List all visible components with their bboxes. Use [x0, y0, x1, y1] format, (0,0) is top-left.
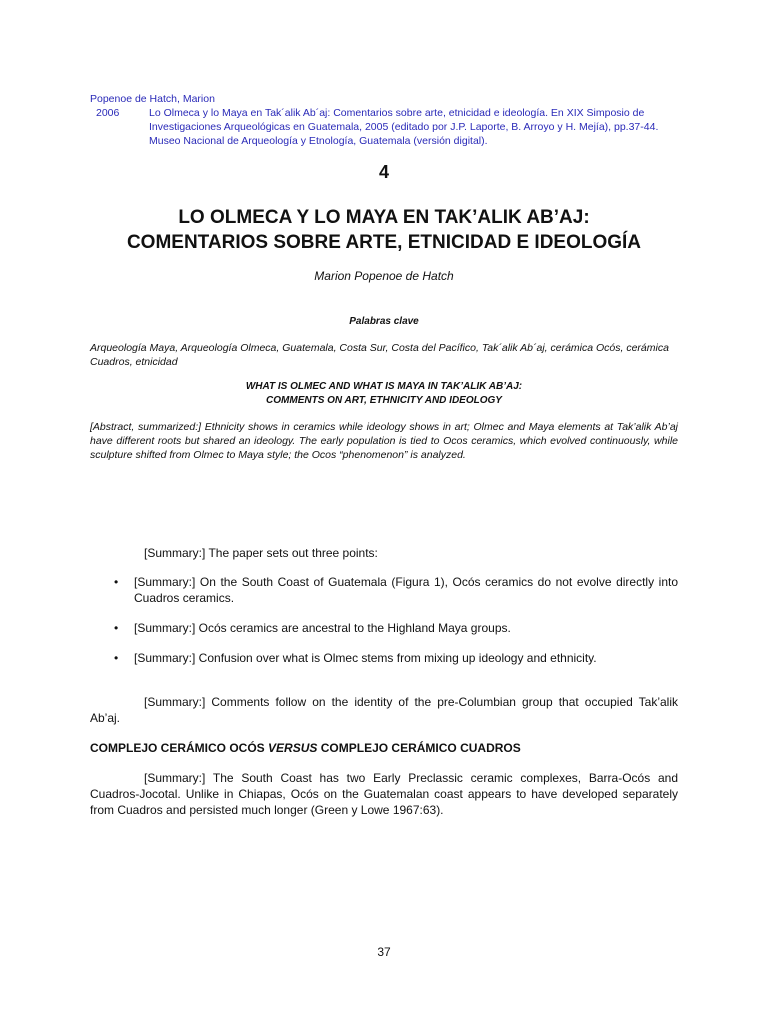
citation-block	[90, 92, 680, 148]
bullet-text: [Summary:] Ocós ceramics are ancestral to the Highland Maya groups.	[134, 621, 511, 635]
paper-title-line-1: LO OLMECA Y LO MAYA EN TAK’ALIK AB’AJ:	[178, 207, 590, 228]
abstract-summary: [Abstract, summarized:] Ethnicity shows in ceramics while ideology shows in art; Olmec and Maya elements at Tak’alik Ab’aj have different roots but shared an ideology. The early population is tied to Ocos ceramics, which evolved continuously, while sculpture shifted from Olmec to Maya style; the Ocos “phenomenon” is analyzed.	[90, 421, 678, 461]
bullet-icon: •	[114, 575, 119, 589]
citation-row	[90, 106, 680, 148]
keywords-list: Arqueología Maya, Arqueología Olmeca, Guatemala, Costa Sur, Costa del Pacífico, Tak´alik Ab´aj, cerámica Ocós, cerámica Cuadros, etnicidad	[90, 342, 669, 368]
page-number: 37	[377, 945, 391, 959]
bullet-list	[90, 574, 678, 680]
bullet-icon: •	[114, 621, 119, 635]
citation-reference: Lo Olmeca y lo Maya en Tak´alik Ab´aj: Comentarios sobre arte, etnicidad e ideología. En XIX Simposio de Investigaciones Arqueológicas en Guatemala, 2005 (editado por J.P. Laporte, B. Arroyo y H. Mejía), pp.37-44. Museo Nacional de Arqueología y Etnología, Guatemala (versión digital).	[149, 107, 659, 147]
section-heading-part-1: COMPLEJO CERÁMICO OCÓS	[90, 741, 265, 755]
citation-year: 2006	[96, 107, 120, 119]
paper-title	[90, 205, 678, 255]
english-title-line-1: WHAT IS OLMEC AND WHAT IS MAYA IN TAK’ALIK AB’AJ:	[245, 381, 523, 392]
section-heading-part-2: COMPLEJO CERÁMICO CUADROS	[320, 741, 521, 755]
bullet-icon: •	[114, 651, 119, 665]
english-title	[90, 380, 678, 408]
paper-author: Marion Popenoe de Hatch	[314, 269, 454, 283]
bullet-text: [Summary:] Confusion over what is Olmec stems from mixing up ideology and ethnicity.	[134, 651, 597, 665]
paper-title-line-2: COMENTARIOS SOBRE ARTE, ETNICIDAD E IDEOLOGÍA	[126, 232, 642, 253]
bullet-item	[90, 574, 678, 606]
closing-summary: [Summary:] Comments follow on the identity of the pre-Columbian group that occupied Tak’alik Ab’aj.	[90, 695, 678, 725]
intro-summary: [Summary:] The paper sets out three points:	[144, 546, 378, 560]
paragraph-summary: [Summary:] The South Coast has two Early Preclassic ceramic complexes, Barra-Ocós and Cuadros-Jocotal. Unlike in Chiapas, Ocós on the Guatemalan coast appears to have developed separately from Cuadros and persisted much longer (Green y Lowe 1967:63).	[90, 771, 678, 817]
bullet-text: [Summary:] On the South Coast of Guatemala (Figura 1), Ocós ceramics do not evolve directly into Cuadros ceramics.	[134, 575, 678, 605]
citation-author: Popenoe de Hatch, Marion	[90, 93, 215, 105]
keywords-heading: Palabras clave	[349, 316, 419, 327]
bullet-item	[90, 650, 678, 666]
section-heading	[90, 741, 678, 755]
english-title-line-2: COMMENTS ON ART, ETHNICITY AND IDEOLOGY	[266, 395, 502, 406]
section-heading-versus: VERSUS	[268, 741, 318, 755]
bullet-item	[90, 620, 678, 636]
chapter-number: 4	[378, 162, 389, 182]
